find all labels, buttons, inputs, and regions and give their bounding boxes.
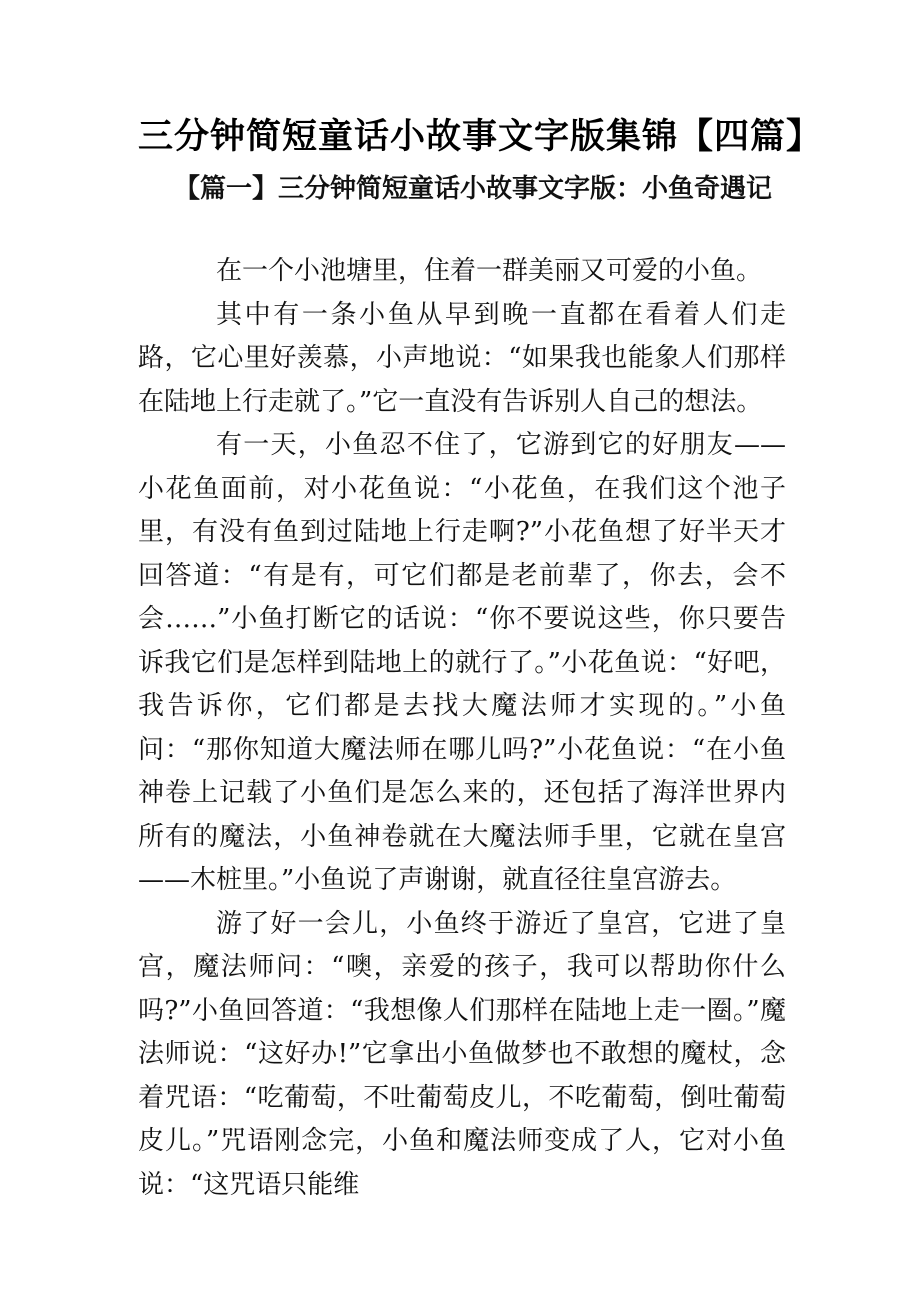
- section-title: 【篇一】三分钟简短童话小故事文字版：小鱼奇遇记: [173, 174, 772, 204]
- story-body: [138, 250, 786, 1207]
- paragraph: 有一天，小鱼忍不住了，它游到它的好朋友——小花鱼面前，对小花鱼说：“小花鱼，在我们这个池子里，有没有鱼到过陆地上行走啊?”小花鱼想了好半天才回答道：“有是有，可它们都是老前辈了，你去，会不会……”小鱼打断它的话说：“你不要说这些，你只要告诉我它们是怎样到陆地上的就行了。”小花鱼说：“好吧，我告诉你，它们都是去找大魔法师才实现的。”小鱼问：“那你知道大魔法师在哪儿吗?”小花鱼说：“在小鱼神卷上记载了小鱼们是怎么来的，还包括了海洋世界内所有的魔法，小鱼神卷就在大魔法师手里，它就在皇宫——木桩里。”小鱼说了声谢谢，就直径往皇宫游去。: [138, 430, 786, 895]
- paragraph: 游了好一会儿，小鱼终于游近了皇宫，它进了皇宫，魔法师问：“噢，亲爱的孩子，我可以帮助你什么吗?”小鱼回答道：“我想像人们那样在陆地上走一圈。”魔法师说：“这好办!”它拿出小鱼做梦也不敢想的魔杖，念着咒语：“吃葡萄，不吐葡萄皮儿，不吃葡萄，倒吐葡萄皮儿。”咒语刚念完，小鱼和魔法师变成了人，它对小鱼说：“这咒语只能维: [138, 908, 786, 1200]
- paragraph: 其中有一条小鱼从早到晚一直都在看着人们走路，它心里好羡慕，小声地说：“如果我也能象人们那样在陆地上行走就了。”它一直没有告诉别人自己的想法。: [138, 299, 786, 417]
- document-page: [138, 112, 823, 1207]
- document-title: 三分钟简短童话小故事文字版集锦【四篇】: [138, 117, 823, 157]
- paragraph: 在一个小池塘里，住着一群美丽又可爱的小鱼。: [216, 256, 763, 286]
